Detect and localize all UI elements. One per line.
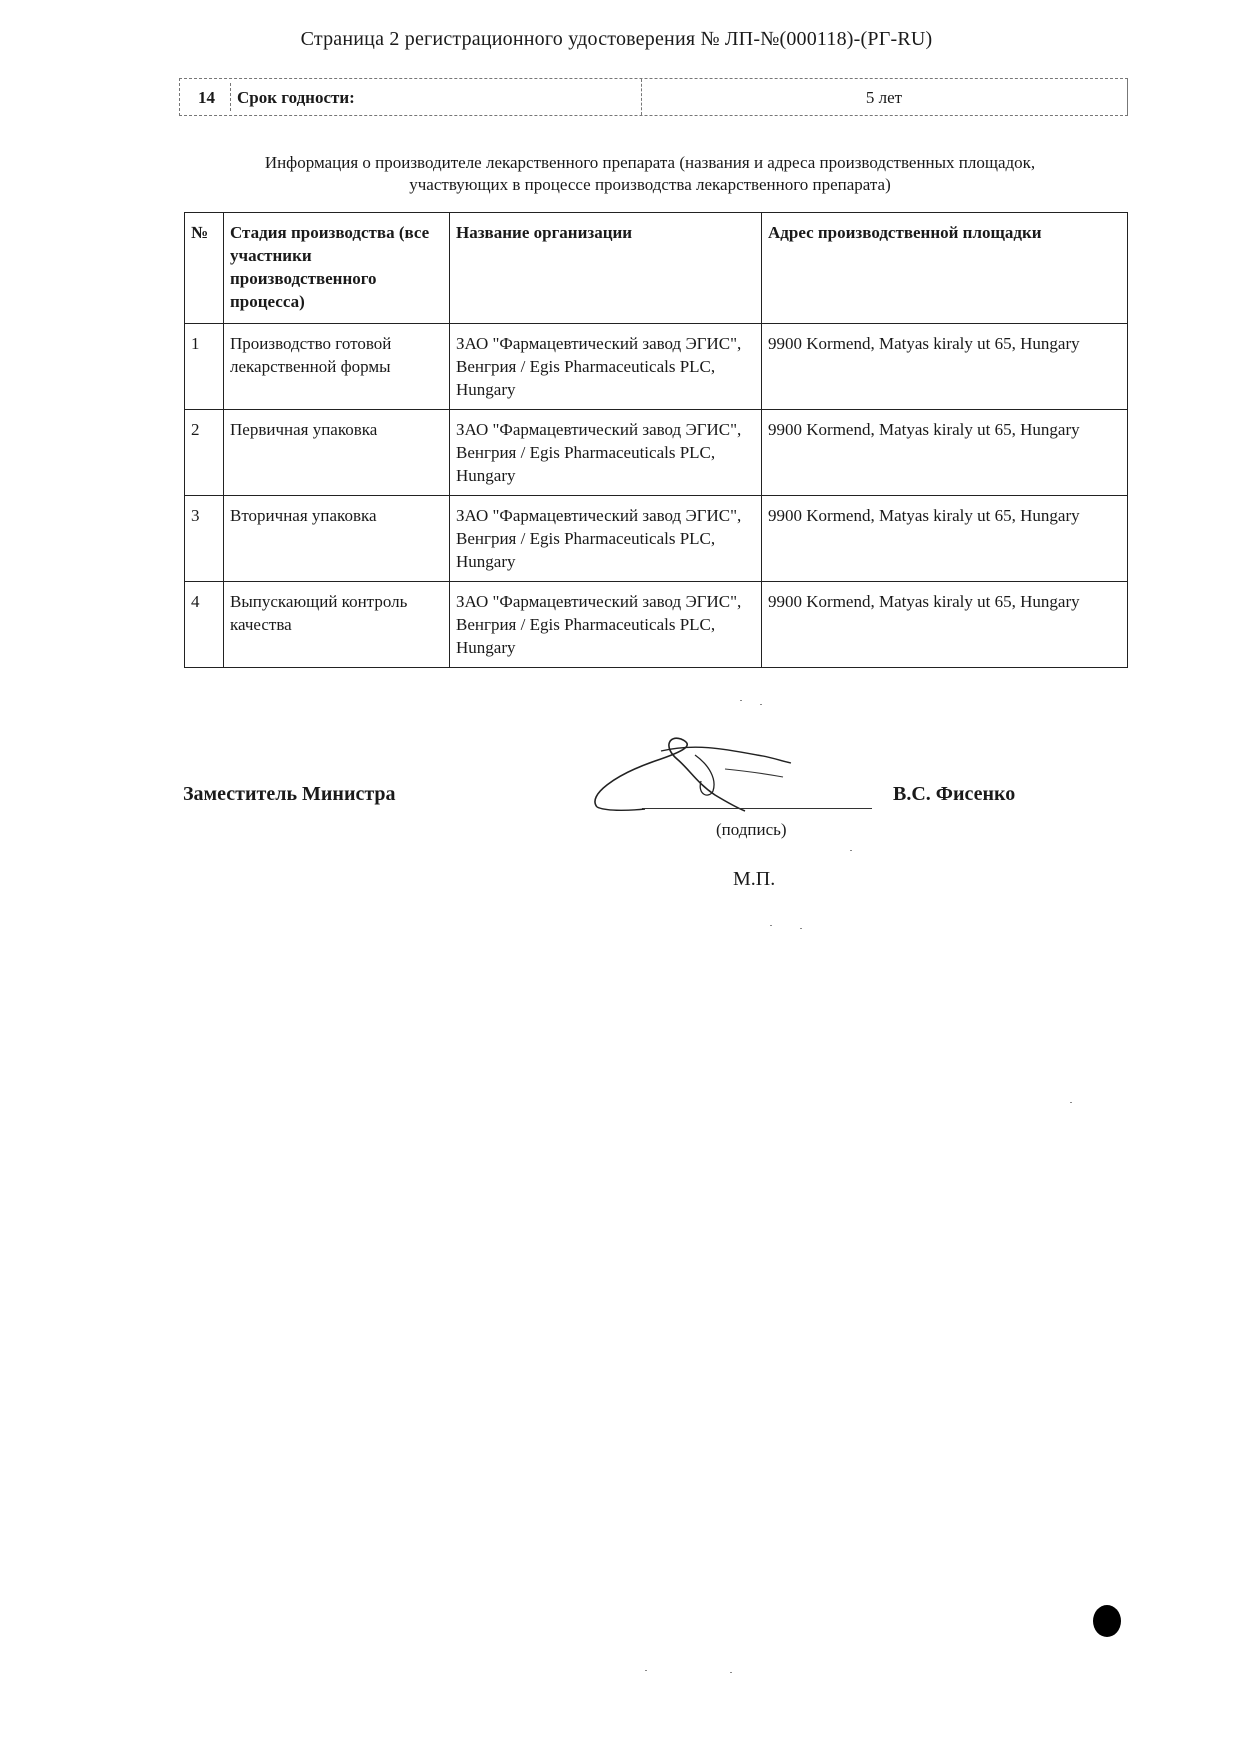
cell-stage: Выпускающий контроль качества [224, 582, 450, 668]
table-header-row [185, 213, 1128, 324]
scan-speck [760, 704, 762, 705]
stamp-label: М.П. [733, 868, 776, 890]
shelf-life-row [179, 78, 1128, 116]
cell-org: ЗАО "Фармацевтический завод ЭГИС", Венгрия / Egis Pharmaceuticals PLC, Hungary [450, 410, 762, 496]
cell-stage: Производство готовой лекарственной формы [224, 324, 450, 410]
black-dot-mark [1093, 1605, 1121, 1637]
scan-speck [730, 1672, 732, 1673]
scan-speck [850, 850, 852, 851]
cell-address: 9900 Kormend, Matyas kiraly ut 65, Hungary [762, 410, 1128, 496]
cell-stage: Первичная упаковка [224, 410, 450, 496]
cell-num: 1 [185, 324, 224, 410]
intro-line: Информация о производителе лекарственного препарата (названия и адреса производственных площадок, [264, 153, 1036, 172]
intro-line: участвующих в процессе производства лекарственного препарата) [409, 175, 891, 194]
cell-address: 9900 Kormend, Matyas kiraly ut 65, Hungary [762, 582, 1128, 668]
row-number: 14 [198, 88, 215, 107]
scan-speck [645, 1670, 647, 1671]
cell-num: 2 [185, 410, 224, 496]
header-org: Название организации [450, 213, 762, 324]
scan-speck [740, 700, 742, 701]
cell-org: ЗАО "Фармацевтический завод ЭГИС", Венгрия / Egis Pharmaceuticals PLC, Hungary [450, 324, 762, 410]
cell-num: 3 [185, 496, 224, 582]
signer-title: Заместитель Министра [183, 783, 396, 805]
signer-name: В.С. Фисенко [893, 783, 1016, 805]
header-num: № [185, 213, 224, 324]
table-row [185, 582, 1128, 668]
table-row [185, 410, 1128, 496]
header-address: Адрес производственной площадки [762, 213, 1128, 324]
table-row [185, 496, 1128, 582]
cell-address: 9900 Kormend, Matyas kiraly ut 65, Hungary [762, 496, 1128, 582]
manufacturer-table [184, 212, 1128, 668]
table-row [185, 324, 1128, 410]
scan-speck [770, 925, 772, 926]
signature-caption: (подпись) [716, 820, 787, 839]
scan-speck [1070, 1102, 1072, 1103]
shelf-life-label: Срок годности: [237, 88, 355, 107]
cell-address: 9900 Kormend, Matyas kiraly ut 65, Hungary [762, 324, 1128, 410]
cell-org: ЗАО "Фармацевтический завод ЭГИС", Венгрия / Egis Pharmaceuticals PLC, Hungary [450, 496, 762, 582]
signature-line [642, 808, 872, 809]
scan-speck [800, 928, 802, 929]
cell-org: ЗАО "Фармацевтический завод ЭГИС", Венгрия / Egis Pharmaceuticals PLC, Hungary [450, 582, 762, 668]
cell-divider [230, 83, 231, 111]
handwritten-signature [585, 725, 825, 815]
cell-stage: Вторичная упаковка [224, 496, 450, 582]
manufacturer-intro [170, 152, 1130, 196]
page-header: Страница 2 регистрационного удостоверения № ЛП-№(000118)-(РГ-RU) [300, 28, 933, 50]
cell-num: 4 [185, 582, 224, 668]
shelf-life-value: 5 лет [865, 88, 903, 107]
header-stage: Стадия производства (все участники производственного процесса) [224, 213, 450, 324]
